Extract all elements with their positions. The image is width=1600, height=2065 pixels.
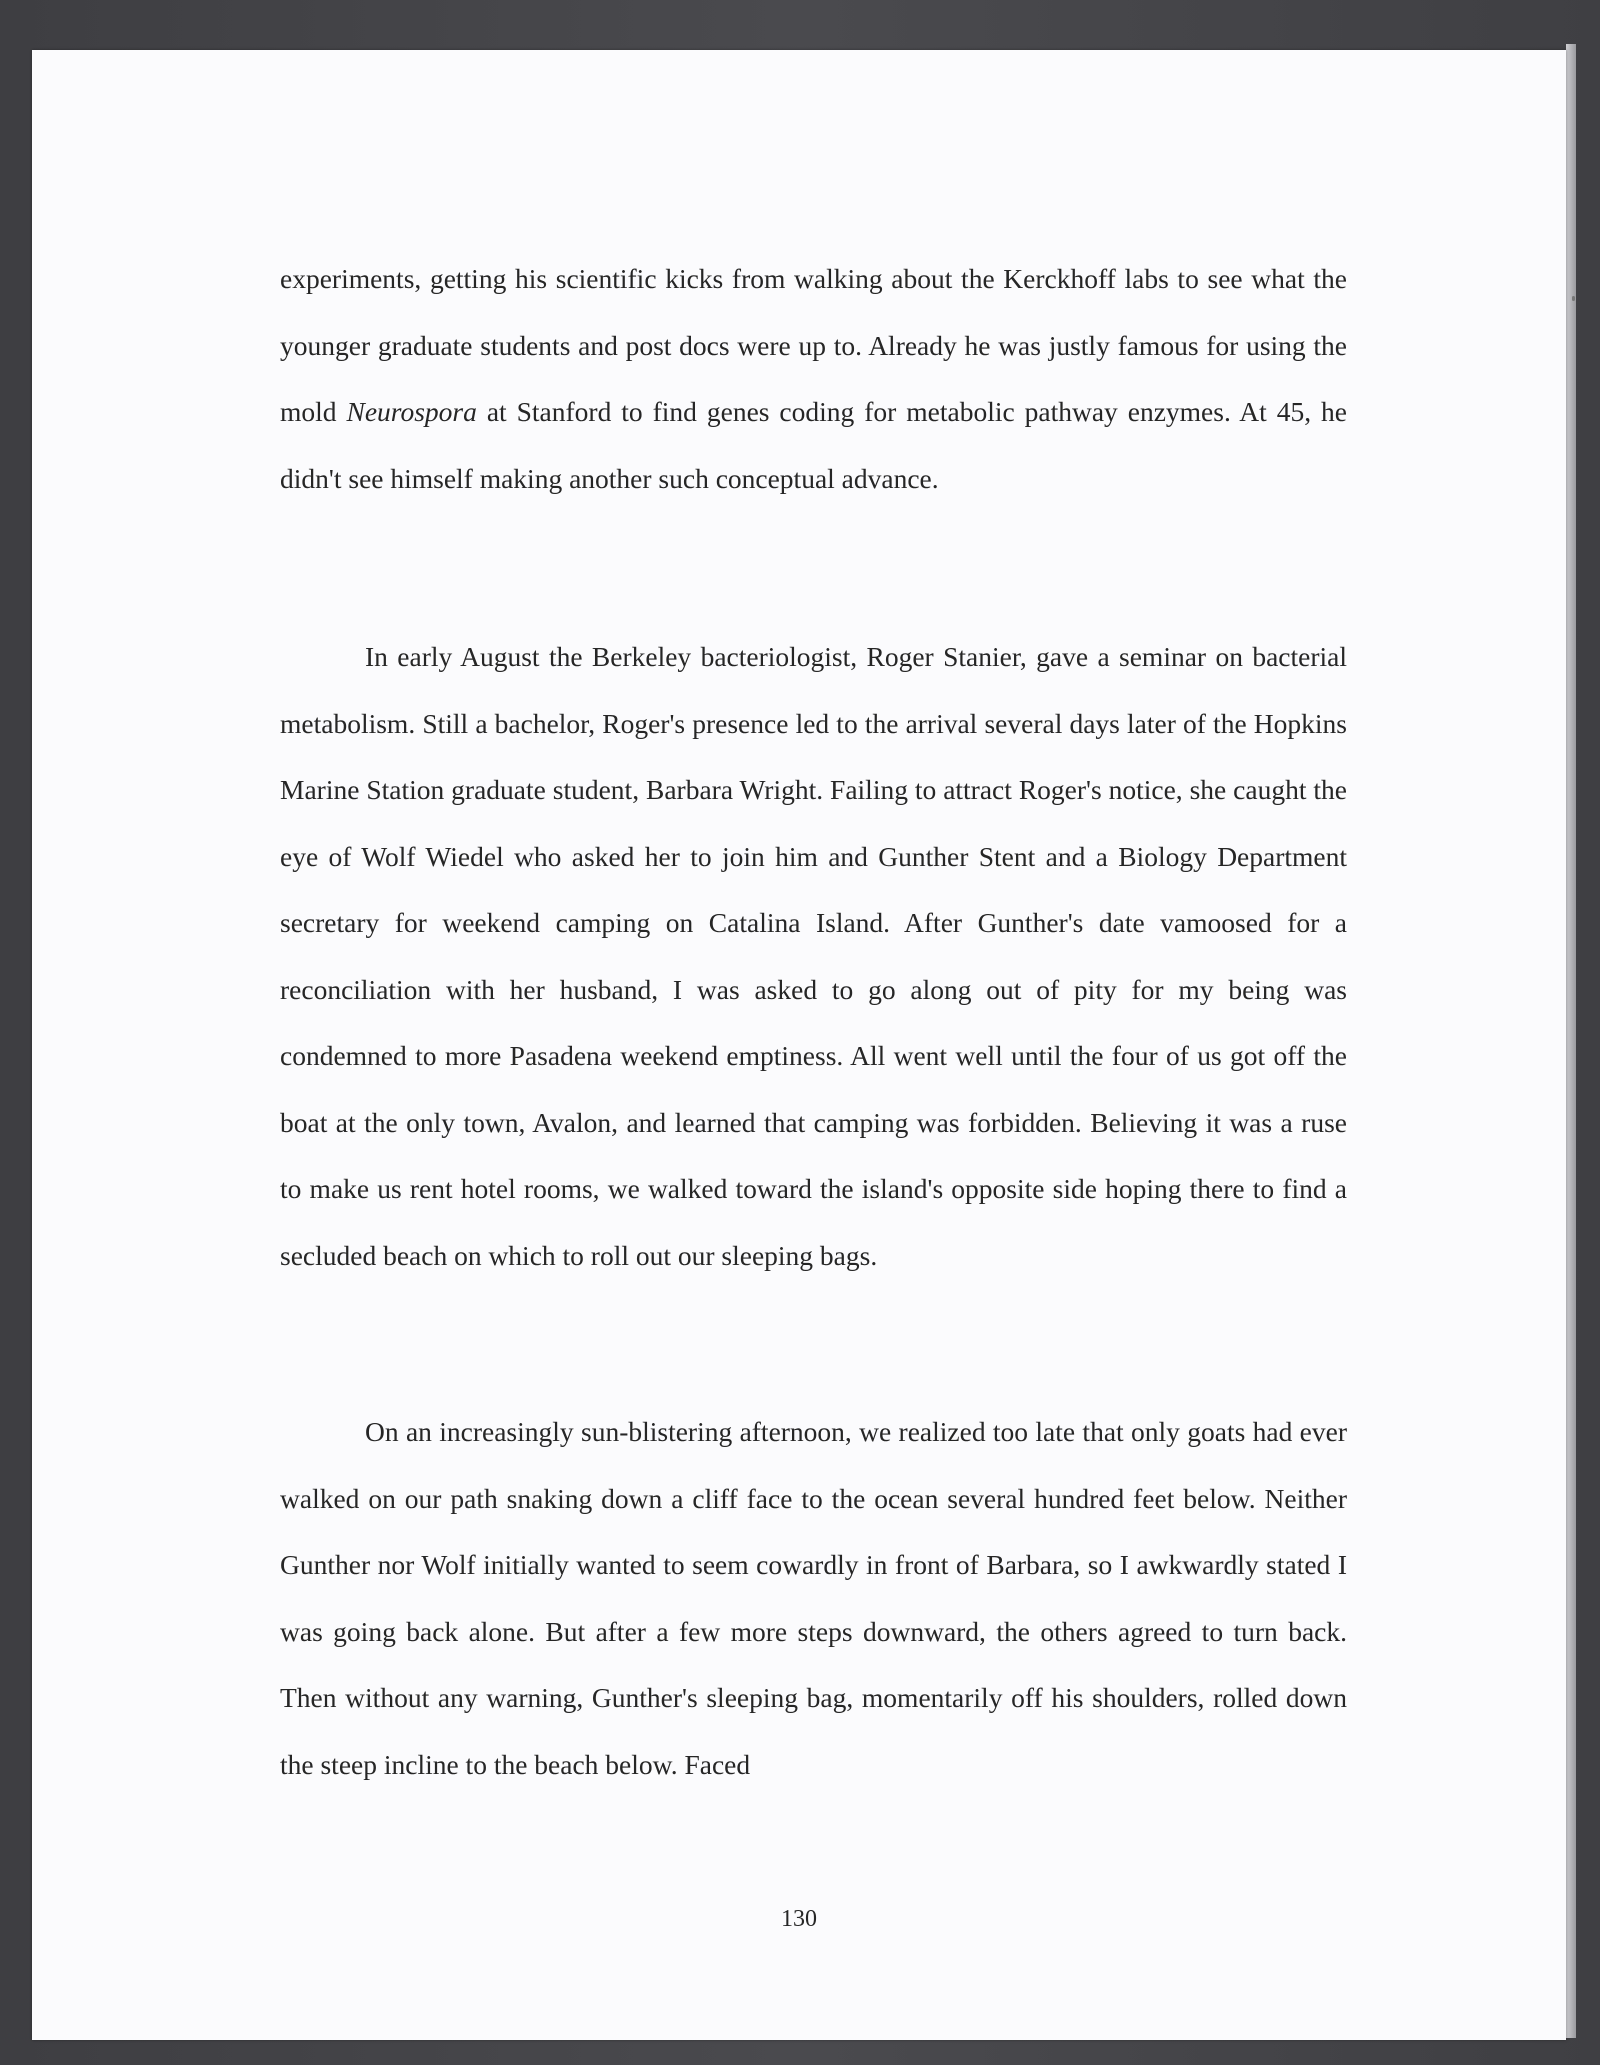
paragraph-2: In early August the Berkeley bacteriologist, Roger Stanier, gave a seminar on bacterial metabolism. Still a bachelor, Roger's presence led to the arrival several days later of the Hopkins Marine Station graduate student, Barbara Wright. Failing to attract Roger's notice, she caught the eye of Wolf Wiedel who asked her to join him and Gunther Stent and a Biology Department secretary for weekend camping on Catalina Island. After Gunther's date vamoosed for a reconciliation with her husband, I was asked to go along out of pity for my being was condemned to more Pasadena weekend emptiness. All went well until the four of us got off the boat at the only town, Avalon, and learned that camping was forbidden. Believing it was a ruse to make us rent hotel rooms, we walked toward the island's opposite side hoping there to find a secluded beach on which to roll out our sleeping bags. — [280, 641, 1347, 1271]
paragraph-1-text-after-italic: at Stanford to find genes coding for metabolic pathway enzymes. At 45, he didn't see himself making another such conceptual advance. — [280, 396, 1347, 494]
paragraph-1-text-before-italic: experiments, getting his scientific kicks from walking about the Kerckhoff labs to see what the younger graduate students and post docs were up to. Already he was justly famous for using the mold — [280, 263, 1347, 427]
scan-speck — [1572, 296, 1575, 301]
paragraph-1-italic-term: Neurospora — [346, 396, 477, 427]
page-edge — [1566, 44, 1576, 2038]
page-number: 130 — [781, 1906, 817, 1932]
paragraph-1 — [280, 246, 1347, 512]
paragraph-3: On an increasingly sun-blistering afternoon, we realized too late that only goats had ever walked on our path snaking down a cliff face to the ocean several hundred feet below. Neither Gunther nor Wolf initially wanted to seem cowardly in front of Barbara, so I awkwardly stated I was going back alone. But after a few more steps downward, the others agreed to turn back. Then without any warning, Gunther's sleeping bag, momentarily off his shoulders, rolled down the steep incline to the beach below. Faced — [280, 1416, 1347, 1780]
document-page — [32, 50, 1566, 2040]
